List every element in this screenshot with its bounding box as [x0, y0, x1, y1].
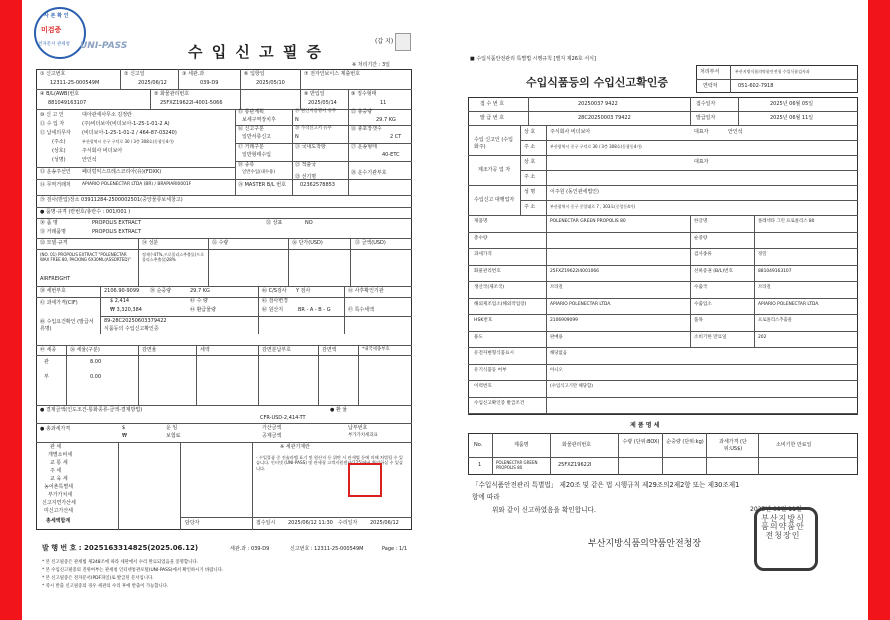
maker-addr-label: 주 소 [524, 174, 536, 180]
agent-name-label: 성 명 [524, 189, 536, 195]
exchange-rate-label: ● 환 율 [330, 407, 348, 413]
origin-value: BR - A - B - G [298, 307, 331, 313]
stamp-middle-text: 미검증 [41, 26, 62, 34]
issue-date-value: 2025년 06월 11일 [770, 115, 814, 121]
spec-title: 제 품 명 세 [630, 422, 660, 429]
forwarder-value: 페더럴익스프레스코리아(유)(FDXK) [82, 169, 162, 175]
seal-text: 부산지방식품의약품안전청장인 [761, 514, 805, 540]
total-weight-value: 29.7 KG [376, 117, 396, 123]
entry-date-value: 2025/05/14 [308, 100, 337, 106]
total-weight-label: ㉕ 총중량 [351, 109, 373, 115]
bl-label: ④ B/L(AWB)번호 [40, 91, 80, 97]
amount-label: ㊲ 금액(USD) [355, 240, 386, 246]
unit-price-label: ㊱ 단가(USD) [292, 240, 323, 246]
duty-header-type: ㊾ 세종 [40, 347, 57, 353]
receipt-no-label: 접 수 번 호 [480, 101, 505, 107]
product-row-value: 브라질 [550, 285, 563, 290]
decl-date-label: ② 신고일 [124, 71, 145, 77]
carrier-code-label: ㉘ 운수기관부호 [351, 170, 387, 176]
importer-addr-label: 주 소 [524, 144, 536, 150]
product-row-label: 유전자변형식품표시 [474, 351, 514, 356]
importer-name-label: 상 호 [524, 129, 536, 135]
product-row-value: 판매용 [550, 334, 563, 340]
duty-header-rate: ㊿ 세율(구분) [70, 347, 100, 353]
agent-addr-label: 주 소 [524, 204, 536, 210]
receipt-date-label: 접수일자 [696, 101, 716, 107]
importer-addr-value: 부산광역시 중구 구덕로 30 / 3층 308호(동광동4가) [550, 144, 642, 149]
unipass-logo: UNI-PASS [80, 41, 128, 51]
product-row-label-2: 선하증권 (B/L)번호 [694, 268, 733, 274]
contact-value: 051-602-7918 [738, 83, 774, 89]
receipt-no-value: 20250037 9422 [578, 101, 618, 107]
transport-label: ㉗ 운송형태 [351, 144, 377, 150]
name-label: (성명) [52, 157, 66, 163]
total-price-krw: ₩ [122, 433, 127, 439]
agent-name-value: 이주원 (동인관세법인) [550, 189, 599, 195]
importer-label: ⑪ 수 입 자 [40, 121, 65, 127]
taxpayer-value: (비더보아-1-25-1-01-2 / 464-87-03240) [82, 130, 177, 136]
product-row-value-2: 881049163107 [758, 268, 792, 274]
airfreight-text: AIRFREIGHT [40, 276, 71, 282]
origin-cert-value: N [295, 117, 299, 123]
product-row-label: HSK번호 [474, 318, 493, 323]
total-row-undeclared: 미신고가산세 [44, 508, 73, 514]
product-row-value-2: 브라질 [758, 285, 771, 290]
contact-label: 연락처 [703, 83, 718, 89]
legal-text-1: 「수입식품안전관리 특별법」 제20조 및 같은 법 시행규칙 제29조의2제2항 또는 제30조제1 [472, 481, 740, 489]
product-row-value: POLENECTAR GREEN PROPOLIS 80 [550, 219, 626, 224]
legal-text-3: 위와 같이 신고하였음을 확인합니다. [492, 506, 596, 514]
decl-type-value: 일반서류신고 [242, 134, 271, 140]
trade-partner-value: APIARIO POLENECTAR LTDA (BR) / BRAPIARI0001F [82, 182, 192, 187]
net-weight-value: 29.7 KG [190, 288, 210, 294]
requirement-no: 89-28C20250603379422 [104, 318, 167, 324]
product-row-value: 해당없음 [550, 351, 567, 356]
duty-header-reduction: 감면율 [142, 347, 157, 353]
official-red-stamp [348, 463, 382, 497]
importer-name-value: 주식회사 비더보아 [550, 129, 591, 135]
price-decl-value: N [295, 134, 299, 140]
footnote-4: * 즉시 반출 신고필증의 경우 세관의 수리 후에 반출이 가능합니다. [42, 584, 169, 589]
taxpayer-label: ⑫ 납세의무자 [40, 130, 71, 136]
issue-customs: 세관.과 : 039-D9 [230, 546, 270, 552]
arrival-label: ⑥ 입항일 [244, 71, 265, 77]
brand-value: NO [305, 220, 313, 226]
item-name-value: PROPOLIS EXTRACT [92, 220, 142, 226]
kind-value: 일반수입(내수용) [242, 170, 276, 175]
right-red-border [868, 0, 890, 620]
receipt-date-value: 2025년 06월 05일 [770, 101, 814, 107]
quantity-label: ㊸ 수 량 [190, 298, 208, 304]
product-row-value: (수입식고기만 해당함) [550, 384, 593, 389]
decl-date-value: 2025/06/12 [138, 80, 167, 86]
company-label: (상호) [52, 148, 66, 154]
declarant-label: ⑩ 신 고 인 [40, 112, 64, 118]
trade-name-label: ㉛ 거래품명 [40, 229, 66, 235]
maker-section: 제조가공 업 자 [478, 167, 511, 173]
kind-label: ⑱ 종류 [238, 162, 255, 168]
document-title: 수 입 신 고 필 증 [188, 43, 324, 61]
product-row-value: APIARIO POLENECTAR LTDA. [550, 301, 612, 307]
issue-page: Page : 1/1 [382, 546, 408, 552]
company-value: 주식회사 비더보아 [82, 148, 123, 154]
food-import-confirmation [458, 45, 860, 565]
special-tax-label: ㊼ 특수세액 [348, 307, 374, 313]
importer-rep-value: 안인석 [728, 129, 743, 135]
duty-row-vat-rate: 0.00 [90, 374, 102, 380]
total-row-education: 교 육 세 [50, 476, 68, 482]
duty-row-customs-rate: 8.00 [90, 359, 102, 365]
total-row-sum: 총세액합계 [46, 518, 71, 524]
footnote-1: * 본 신고필증은 관세법 제248조에 따라 세관에서 수리 완료되었음을 증명합니다. [42, 560, 199, 565]
duty-header-amount: 세액 [200, 347, 210, 353]
importer-rep-label: 대표자 [694, 129, 709, 135]
officer-label: 담당자 [185, 520, 200, 526]
collection-value: 11 [380, 100, 387, 106]
product-row-label-2: 품목 [694, 318, 703, 323]
entry-date-label: ⑧ 반입일 [304, 91, 325, 97]
issue-date-label: 발급일자 [696, 115, 716, 121]
cif-price-usd: $ 2,414 [110, 298, 130, 304]
duty-row-vat: 부 [44, 374, 49, 380]
dept-label: 처리부서 [700, 69, 720, 75]
product-row-label: 생산국(제조국) [474, 285, 505, 290]
total-row-vat: 부가가치세 [48, 492, 73, 498]
master-bl-value: 02362578853 [300, 182, 335, 188]
spec-row-no: 1 [478, 462, 482, 468]
issuing-office: 부산지방식품의약품안전청장 [588, 539, 702, 549]
agent-addr-value: 부산광역시 중구 중앙대로 7 , 303호(중앙동4가) [550, 204, 636, 209]
arrival-value: 2025/05/10 [256, 80, 285, 86]
total-row-liquor: 주 세 [50, 468, 62, 474]
total-row-late: 신고지연가산세 [42, 500, 76, 506]
issue-no-label: 발 급 번 호 [480, 115, 505, 121]
item-name-label: ㉚ 품 명 [40, 220, 58, 226]
port-label: ㉑ 국내도착항 [295, 144, 326, 150]
trade-partner-label: ⑭ 무역거래처 [40, 182, 71, 188]
customs-notes-label: ※ 세관기재란 [280, 444, 310, 450]
cif-price-label: ㊷ 과세가격(CIF) [40, 300, 78, 306]
total-row-customs: 관 세 [50, 444, 62, 450]
stamp-top-text: 사 본 확 인 [44, 13, 69, 19]
address-value: 부산광역시 중구 구덕로 30 / 3층 308호(동광동4가) [82, 139, 174, 144]
product-row-label-2: 수출국 [694, 285, 708, 290]
spec-header-name: 제품명 [514, 442, 529, 448]
trade-type-value: 일반형태수입 [242, 152, 271, 158]
post-check-label: ㊶ 사후확인기관 [348, 288, 384, 294]
trade-type-label: ⑰ 거래구분 [238, 144, 264, 150]
duty-header-reduced: 감면액 [322, 347, 337, 353]
total-price-label: ● 총과세가격 [40, 426, 71, 432]
item-header: ● 품명·규격 (란번호/총란수 : 001/001 ) [40, 209, 131, 215]
hs-code-value: 2106.90-9099 [104, 288, 140, 294]
product-row-value-2: 프로폴리스추출물 [758, 318, 792, 323]
page-mark: (갑 지) [375, 38, 394, 45]
product-row-label: 용도 [474, 334, 483, 340]
spec-header-qty: 수량 (단위:BOX) [622, 439, 660, 445]
product-row-label-2: 검사종류 [694, 252, 712, 257]
product-row-label: 화물관리번호 [474, 268, 501, 274]
declarant-value: 대아관세사무소 김정란 [82, 112, 132, 118]
hs-code-label: ㊳ 세번부호 [40, 288, 66, 294]
maker-name-label: 상 호 [524, 159, 536, 165]
dept-value: 부산지방식품의약품안전청 수입식품검사과 [735, 69, 810, 74]
customs-label: ③ 세관.과 [182, 71, 205, 77]
clearance-plan-label: ⑮ 통관계획 [238, 109, 264, 115]
product-row-label: 이력번호 [474, 384, 492, 389]
footnote-3: * 본 신고필증은 전자문서(PDF파일)로 발급된 문서입니다. [42, 576, 154, 581]
spec-header-price: 과세가격 (단위:US$) [719, 439, 747, 452]
insurance-label: 보험료 [166, 433, 181, 439]
cargo-no-value: 25FXZ19622I-4001-5066 [160, 100, 223, 106]
spec-header-cargo: 화물관리번호 [562, 442, 591, 448]
processing-note: ※ 처리기간 : 3일 [352, 62, 390, 68]
importer-value: (주)비더보아(비더보아-1-25-1-01-2 A) [82, 121, 170, 127]
customs-notes-text: - 수입물품 중 진술라벨 표기 및 원산지 등 위반 시 관세법 등에 의해 처벌될 수 있습니다. 인터넷 (UNI-PASS) 및 관세청 고객지원센터(125)에서 확인하실 수 있습니다. [256, 455, 404, 471]
issue-no-value: 28C20250003 79422 [578, 115, 631, 121]
added-amount-label: 가산금액 [262, 425, 282, 431]
vat-base-label: 부가가치세과표 [348, 433, 378, 438]
trade-name-value: PROPOLIS EXTRACT [92, 229, 142, 235]
decl-no-label: ① 신고번호 [40, 71, 66, 77]
product-row-value: 2106909099 [550, 318, 578, 323]
spec-header-weight: 순중량 (단위:kg) [666, 439, 704, 445]
component-text: 정제수47%,프로폴리스추출물(프로폴리스추출물)28% [142, 252, 204, 262]
name-value: 안인석 [82, 157, 97, 163]
payment-no-label: 납부번호 [348, 425, 368, 431]
price-decl-label: ⑳ 가격신고서 유무 [295, 126, 332, 131]
import-declaration-certificate [30, 5, 415, 615]
product-row-label: 제품명 [474, 219, 488, 224]
bl-value: 881049163107 [48, 100, 87, 106]
form-note: ■ 수입식품안전관리 특별법 시행규칙 [별지 제26호 서식] [470, 56, 596, 62]
confirmation-date: 2025년 06월 11일 [750, 506, 802, 513]
transport-value: 40-ETC [382, 152, 400, 158]
duty-header-domestic: *내국세종부호 [362, 347, 390, 352]
product-row-label: 유기식품등 여부 [474, 367, 507, 373]
page-mark-stamp [395, 33, 411, 51]
agent-section: 수입신고 대행업자 [474, 197, 515, 203]
origin-label: ㊻ 원산지 [262, 307, 284, 313]
export-country-label: ㉒ 적출국 [295, 162, 317, 168]
customs-value: 039-D9 [200, 80, 219, 86]
left-red-border [0, 0, 22, 620]
cs-check-value: Y 검사 [296, 288, 311, 294]
master-bl-label: ㉔ MASTER B/L 번호 [238, 182, 286, 188]
net-weight-label: ㊴ 순중량 [150, 288, 172, 294]
origin-cert-label: ⑲ 원산지증명서 유무 [295, 109, 337, 114]
vessel-label: ㉓ 선기명 [295, 174, 317, 180]
issue-number: 발 행 번 호 : 2025163314825(2025.06.12) [42, 544, 199, 552]
spec-header-expiry: 소비기한 만료일 [776, 442, 812, 448]
legal-text-2: 항에 따라 [472, 493, 500, 501]
decl-no-value: 12311-25-000549M [50, 80, 100, 86]
receipt-label: 접수일시 [256, 520, 276, 526]
spec-row-name: POLENECTAR GREEN PROPOLIS 80 [496, 460, 538, 471]
issue-decl-no: 신고번호 : 12311-25-000549M [290, 546, 364, 552]
product-row-label: 수입신고확인증 발급조건 [474, 400, 525, 406]
stamp-bottom-text: 전자문서 관세청 [38, 42, 70, 47]
cs-check-label: ㊵ C/S검사 [262, 288, 287, 294]
model-label: ㉝ 모델·규격 [40, 240, 68, 246]
refund-qty-label: ㊹ 환급물량 [190, 307, 216, 313]
product-row-value-2: 202 [758, 334, 767, 340]
product-row-value: 25FXZ19622I4001066 [550, 268, 599, 274]
settlement-value: CFR-USD-2,414-TT [260, 415, 306, 421]
address-label: (주소) [52, 139, 66, 145]
deduction-label: 공제금액 [262, 433, 282, 439]
accept-value: 2025/06/12 [370, 520, 399, 526]
requirement-doc: 식품등의 수입신고확인증 [104, 326, 159, 332]
packages-value: 2 CT [390, 134, 402, 140]
product-row-label-2: 소비기한 만료일 [694, 334, 727, 340]
packages-label: ㉖ 총포장갯수 [351, 126, 382, 132]
model-text: (NO. 01) PROPOLIS EXTRACT "POLENECTAR WAX FREE 80, PACKING 6X30ML(ASSORTED)" [40, 252, 131, 262]
total-row-traffic: 교 통 세 [50, 460, 68, 466]
maker-rep-label: 대표자 [694, 159, 709, 165]
confirmation-title: 수입식품등의 수입신고확인증 [526, 76, 668, 89]
product-row-label-2: 순중량 [694, 235, 708, 241]
qty-label: ㉟ 수량 [212, 240, 229, 246]
product-row-label-2: 수출업소 [694, 301, 712, 307]
product-row-label-2: 한글명 [694, 219, 708, 224]
product-row-label: 해외제조업소(해외작업장) [474, 301, 527, 307]
total-row-rural: 농어촌특별세 [44, 484, 73, 490]
product-row-value: 아니오 [550, 367, 563, 373]
brand-label: ㉜ 상표 [266, 220, 283, 226]
spec-row-cargo: 25FXZ19622I [558, 462, 592, 468]
requirement-label: ㊽ 수입요건확인 (발급서류명) [40, 319, 94, 332]
total-row-individual: 개별소비세 [48, 452, 73, 458]
decl-type-label: ⑯ 신고구분 [238, 126, 264, 132]
freight-label: 운 임 [166, 425, 178, 431]
clearance-plan-value: 보세구역장치후 [242, 117, 276, 123]
product-row-value-2: 정밀 [758, 252, 767, 257]
importer-section: 수입 신고인 (수입 화주) [474, 137, 513, 150]
component-label: ㉞ 성분 [142, 240, 159, 246]
spec-header-no: No. [474, 442, 483, 448]
cif-price-krw: ₩ 3,320,384 [110, 307, 142, 313]
forwarder-label: ⑬ 운송주선인 [40, 169, 71, 175]
product-row-label: 총수량 [474, 235, 488, 241]
duty-row-customs: 관 [44, 359, 49, 365]
product-row-value-2: APIARIO POLENECTAR LTDA. [758, 301, 820, 307]
e-invoice-label: ⑦ 전자인보이스 제출번호 [304, 71, 360, 77]
product-row-label: 과세가격 [474, 252, 492, 257]
footnote-2: * 본 수입신고필증의 진위여부는 관세청 인터넷통관포털(UNI-PASS)에서 확인하시기 바랍니다. [42, 568, 224, 573]
inspection-location: ㉙ 검사(반입)장소 03911284-2500002501(중앙물류보세창고) [40, 197, 183, 203]
accept-label: 수리일자 [338, 520, 358, 526]
cargo-no-label: ⑤ 화물관리번호 [154, 91, 190, 97]
receipt-value: 2025/06/12 11:30 [288, 520, 333, 526]
settlement-label: ● 결제금액(인도조건-통화종류-금액-결제방법) [40, 407, 143, 413]
total-price-usd: $ [122, 425, 126, 431]
product-row-value-2: 폴레넥타 그린 프로폴리스 80 [758, 219, 815, 224]
duty-header-code: 감면분납부호 [262, 347, 291, 353]
collection-label: ⑨ 징수형태 [351, 91, 377, 97]
inspection-change-label: ㊺ 검사변경 [262, 298, 288, 304]
